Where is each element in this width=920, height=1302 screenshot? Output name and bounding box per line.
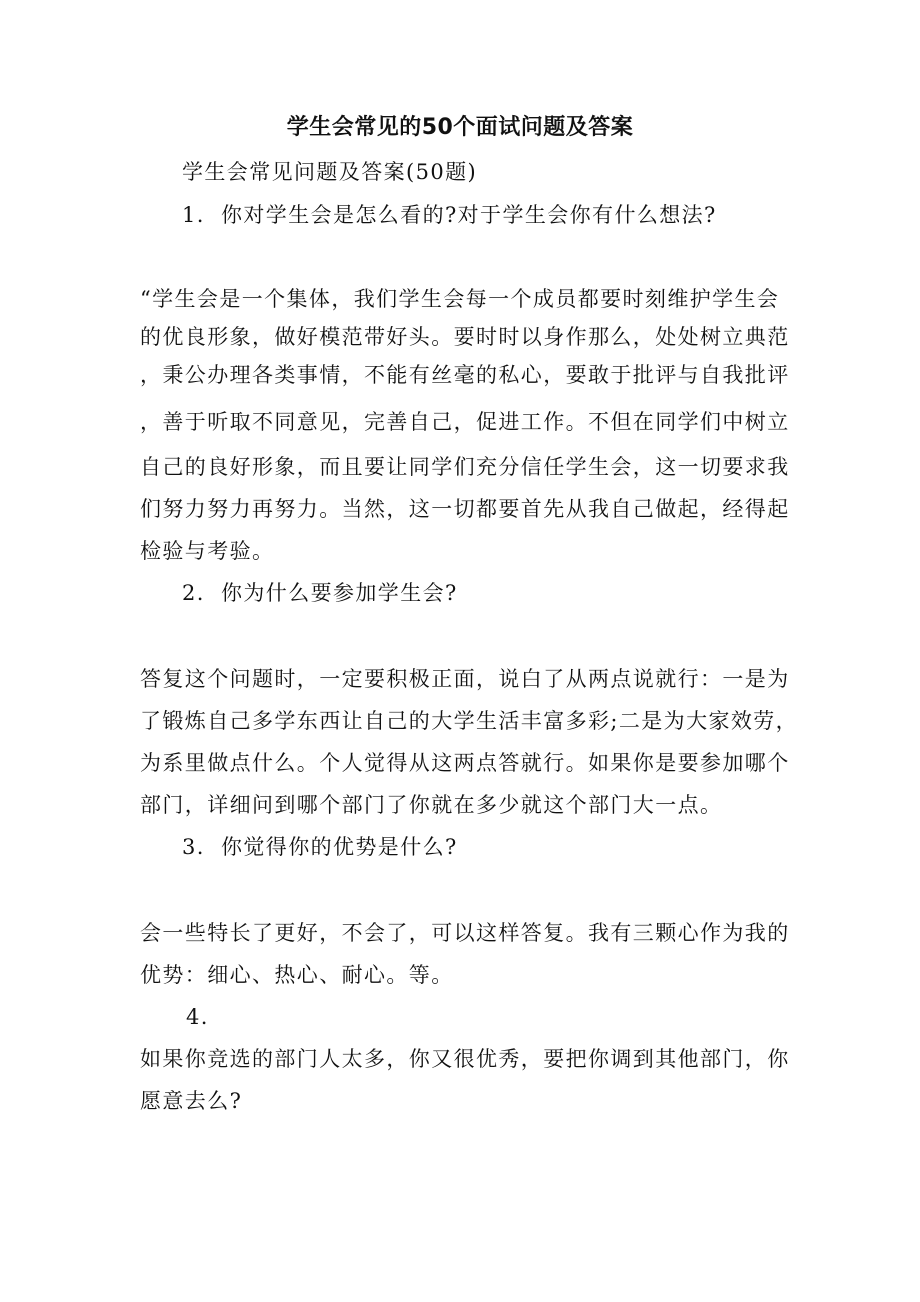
answer-line: 自己的良好形象，而且要让同学们充分信任学生会，这一切要求我	[140, 455, 790, 479]
answer-line: 答复这个问题时，一定要积极正面，说白了从两点说就行：一是为	[140, 667, 790, 691]
answer-line: 部门，详细问到哪个部门了你就在多少就这个部门大一点。	[140, 793, 723, 817]
question-3	[182, 832, 842, 862]
document-subtitle: 学生会常见问题及答案(50题)	[182, 160, 478, 184]
question-text: 你对学生会是怎么看的?对于学生会你有什么想法?	[221, 203, 717, 227]
question-4-number: 4.	[186, 1005, 209, 1029]
answer-line: 了锻炼自己多学东西让自己的大学生活丰富多彩;二是为大家效劳，	[140, 709, 799, 733]
question-number: 1.	[182, 203, 205, 227]
answer-line: 为系里做点什么。个人觉得从这两点答就行。如果你是要参加哪个	[140, 751, 790, 775]
question-2	[182, 578, 842, 608]
question-text: 你觉得你的优势是什么?	[221, 835, 458, 859]
question-1	[182, 200, 842, 230]
answer-line: ，善于听取不同意见，完善自己，促进工作。不但在同学们中树立	[140, 410, 790, 434]
answer-line: “学生会是一个集体，我们学生会每一个成员都要时刻维护学生会	[140, 287, 780, 311]
answer-line: 们努力努力再努力。当然，这一切都要首先从我自己做起，经得起	[140, 497, 790, 521]
question-number: 3.	[182, 835, 205, 859]
question-line: 如果你竞选的部门人太多，你又很优秀，要把你调到其他部门，你	[140, 1047, 790, 1071]
answer-line: ，秉公办理各类事情，不能有丝毫的私心，要敢于批评与自我批评	[140, 363, 790, 387]
question-line: 愿意去么?	[140, 1089, 243, 1113]
document-title: 学生会常见的50个面试问题及答案	[286, 115, 634, 140]
answer-line: 检验与考验。	[140, 539, 275, 563]
answer-line: 的优良形象，做好模范带好头。要时时以身作那么，处处树立典范	[140, 325, 790, 349]
question-number: 2.	[182, 581, 205, 605]
question-text: 你为什么要参加学生会?	[221, 581, 458, 605]
answer-line: 优势：细心、热心、耐心。等。	[140, 963, 454, 987]
answer-line: 会一些特长了更好，不会了，可以这样答复。我有三颗心作为我的	[140, 921, 790, 945]
